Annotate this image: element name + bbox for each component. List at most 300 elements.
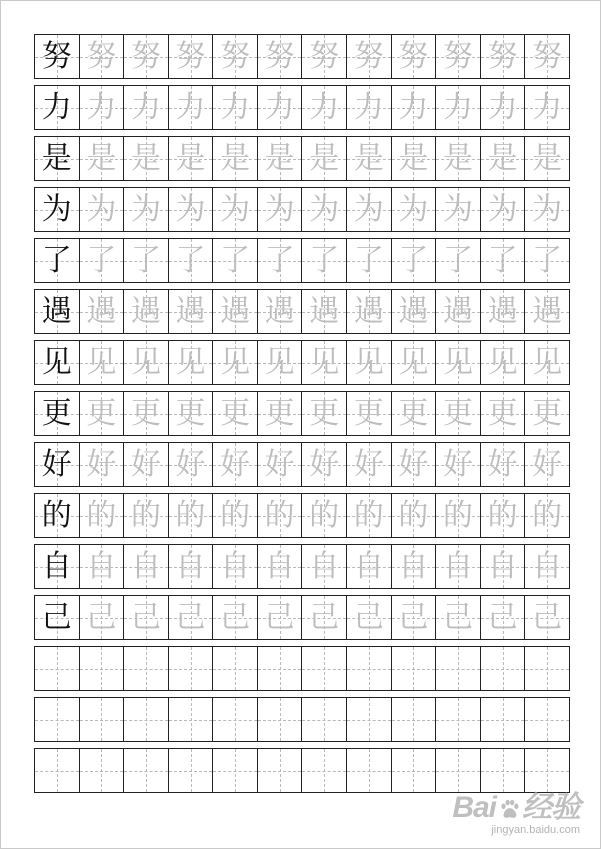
trace-character <box>169 647 213 690</box>
trace-character: 见 <box>264 344 295 380</box>
trace-character: 自 <box>398 548 429 584</box>
trace-cell <box>301 545 346 588</box>
trace-cell <box>301 290 346 333</box>
trace-character: 是 <box>86 140 117 176</box>
trace-character: 好 <box>130 446 161 482</box>
trace-character: 了 <box>175 242 206 278</box>
trace-cell <box>168 647 213 690</box>
trace-cell <box>391 86 436 129</box>
trace-cell <box>301 392 346 435</box>
trace-cell <box>301 341 346 384</box>
model-cell <box>35 392 79 435</box>
trace-cell <box>257 392 302 435</box>
trace-cell <box>168 35 213 78</box>
trace-character: 见 <box>220 344 251 380</box>
trace-cell <box>435 647 480 690</box>
trace-cell <box>391 137 436 180</box>
trace-character: 遇 <box>130 293 161 329</box>
trace-character: 见 <box>309 344 340 380</box>
trace-character: 努 <box>309 38 340 74</box>
trace-character: 力 <box>442 89 473 125</box>
trace-cell <box>435 698 480 741</box>
trace-character: 己 <box>487 599 518 635</box>
model-character: 遇 <box>41 293 72 329</box>
trace-character <box>302 647 346 690</box>
trace-character: 己 <box>309 599 340 635</box>
trace-cell <box>346 698 391 741</box>
trace-character: 的 <box>220 497 251 533</box>
trace-character: 自 <box>175 548 206 584</box>
trace-character: 好 <box>398 446 429 482</box>
trace-character: 己 <box>264 599 295 635</box>
trace-cell <box>524 290 569 333</box>
trace-cell <box>212 290 257 333</box>
trace-cell <box>480 443 525 486</box>
trace-character: 己 <box>130 599 161 635</box>
trace-cell <box>168 188 213 231</box>
model-character: 见 <box>41 344 72 380</box>
trace-character: 为 <box>353 191 384 227</box>
trace-character <box>258 698 302 741</box>
trace-character: 更 <box>220 395 251 431</box>
trace-character: 的 <box>86 497 117 533</box>
trace-character <box>124 749 168 792</box>
trace-cell <box>480 35 525 78</box>
trace-character: 为 <box>220 191 251 227</box>
trace-cell <box>123 188 168 231</box>
trace-cell <box>79 35 124 78</box>
trace-cell <box>257 137 302 180</box>
model-cell <box>35 239 79 282</box>
model-cell <box>35 749 79 792</box>
model-character: 是 <box>41 140 72 176</box>
trace-character: 是 <box>398 140 429 176</box>
trace-cell <box>391 749 436 792</box>
trace-cell <box>524 596 569 639</box>
trace-character: 努 <box>220 38 251 74</box>
model-character: 为 <box>41 191 72 227</box>
trace-cell <box>301 494 346 537</box>
trace-character: 遇 <box>175 293 206 329</box>
trace-character: 为 <box>487 191 518 227</box>
trace-cell <box>123 545 168 588</box>
trace-character: 是 <box>130 140 161 176</box>
trace-cell <box>168 545 213 588</box>
trace-character <box>481 698 525 741</box>
trace-character <box>347 698 391 741</box>
model-character: 好 <box>41 446 72 482</box>
trace-character: 己 <box>398 599 429 635</box>
trace-character: 为 <box>309 191 340 227</box>
practice-row <box>34 646 570 691</box>
trace-cell <box>168 137 213 180</box>
trace-cell <box>212 188 257 231</box>
trace-character: 自 <box>309 548 340 584</box>
trace-character: 力 <box>309 89 340 125</box>
trace-cell <box>257 545 302 588</box>
trace-cell <box>480 596 525 639</box>
model-cell <box>35 545 79 588</box>
model-character: 自 <box>41 548 72 584</box>
trace-cell <box>123 86 168 129</box>
trace-character: 了 <box>86 242 117 278</box>
trace-cell <box>301 86 346 129</box>
trace-cell <box>524 494 569 537</box>
trace-cell <box>524 188 569 231</box>
practice-row <box>34 136 570 181</box>
trace-character: 己 <box>175 599 206 635</box>
model-character: 己 <box>41 599 72 635</box>
trace-character: 遇 <box>220 293 251 329</box>
trace-cell <box>391 647 436 690</box>
model-cell <box>35 137 79 180</box>
trace-cell <box>168 392 213 435</box>
trace-character <box>213 749 257 792</box>
trace-cell <box>123 749 168 792</box>
trace-cell <box>123 290 168 333</box>
trace-character: 的 <box>442 497 473 533</box>
trace-cell <box>212 545 257 588</box>
trace-cell <box>168 698 213 741</box>
trace-character: 见 <box>487 344 518 380</box>
trace-character <box>392 647 436 690</box>
watermark-logo: Bai 经验 <box>452 791 580 824</box>
trace-cell <box>435 239 480 282</box>
trace-cell <box>79 341 124 384</box>
trace-character: 为 <box>532 191 563 227</box>
trace-cell <box>257 86 302 129</box>
trace-cell <box>524 698 569 741</box>
trace-character: 努 <box>487 38 518 74</box>
practice-row <box>34 34 570 79</box>
trace-cell <box>391 698 436 741</box>
trace-character: 更 <box>487 395 518 431</box>
trace-character: 好 <box>175 446 206 482</box>
model-character: 的 <box>41 497 72 533</box>
paw-icon <box>498 798 520 820</box>
trace-character: 遇 <box>442 293 473 329</box>
trace-character <box>525 647 569 690</box>
trace-cell <box>168 749 213 792</box>
trace-cell <box>301 596 346 639</box>
trace-character: 己 <box>442 599 473 635</box>
practice-row <box>34 697 570 742</box>
trace-character: 的 <box>130 497 161 533</box>
trace-cell <box>391 290 436 333</box>
trace-character: 努 <box>442 38 473 74</box>
trace-character: 为 <box>130 191 161 227</box>
trace-character: 自 <box>86 548 117 584</box>
trace-cell <box>123 35 168 78</box>
trace-cell <box>391 341 436 384</box>
trace-character: 遇 <box>86 293 117 329</box>
trace-cell <box>257 443 302 486</box>
trace-cell <box>346 239 391 282</box>
trace-character: 己 <box>220 599 251 635</box>
trace-character: 为 <box>398 191 429 227</box>
trace-character: 是 <box>220 140 251 176</box>
trace-character <box>436 698 480 741</box>
trace-cell <box>391 35 436 78</box>
trace-character: 见 <box>175 344 206 380</box>
trace-character: 己 <box>86 599 117 635</box>
trace-cell <box>79 86 124 129</box>
trace-character <box>347 749 391 792</box>
trace-character <box>258 647 302 690</box>
trace-cell <box>435 392 480 435</box>
model-cell <box>35 443 79 486</box>
trace-cell <box>346 35 391 78</box>
trace-character: 为 <box>442 191 473 227</box>
practice-row <box>34 238 570 283</box>
trace-cell <box>524 443 569 486</box>
trace-character <box>347 647 391 690</box>
trace-cell <box>301 698 346 741</box>
trace-character: 见 <box>442 344 473 380</box>
trace-cell <box>435 188 480 231</box>
trace-cell <box>212 392 257 435</box>
trace-character: 努 <box>353 38 384 74</box>
trace-character: 是 <box>442 140 473 176</box>
trace-cell <box>391 188 436 231</box>
trace-character <box>124 647 168 690</box>
trace-character: 努 <box>532 38 563 74</box>
trace-cell <box>168 290 213 333</box>
trace-character: 的 <box>532 497 563 533</box>
trace-cell <box>346 86 391 129</box>
trace-cell <box>212 647 257 690</box>
trace-cell <box>257 35 302 78</box>
practice-row <box>34 391 570 436</box>
trace-cell <box>168 86 213 129</box>
trace-character: 了 <box>487 242 518 278</box>
trace-character: 见 <box>130 344 161 380</box>
trace-character: 的 <box>487 497 518 533</box>
trace-cell <box>435 35 480 78</box>
trace-character: 为 <box>264 191 295 227</box>
trace-character <box>258 749 302 792</box>
trace-character: 力 <box>487 89 518 125</box>
trace-character <box>392 698 436 741</box>
model-character: 力 <box>41 89 72 125</box>
trace-cell <box>79 698 124 741</box>
trace-cell <box>524 545 569 588</box>
trace-character <box>436 647 480 690</box>
trace-character: 见 <box>353 344 384 380</box>
trace-character: 是 <box>264 140 295 176</box>
trace-cell <box>301 137 346 180</box>
trace-cell <box>257 188 302 231</box>
trace-cell <box>346 443 391 486</box>
trace-cell <box>212 494 257 537</box>
trace-cell <box>480 647 525 690</box>
trace-cell <box>79 392 124 435</box>
trace-character: 遇 <box>353 293 384 329</box>
trace-cell <box>480 341 525 384</box>
trace-cell <box>480 239 525 282</box>
trace-cell <box>212 35 257 78</box>
trace-cell <box>212 137 257 180</box>
trace-cell <box>346 596 391 639</box>
trace-cell <box>123 647 168 690</box>
trace-cell <box>168 443 213 486</box>
trace-cell <box>435 341 480 384</box>
trace-cell <box>79 290 124 333</box>
trace-character: 更 <box>398 395 429 431</box>
trace-cell <box>346 290 391 333</box>
trace-cell <box>168 494 213 537</box>
trace-character: 更 <box>353 395 384 431</box>
trace-cell <box>79 596 124 639</box>
trace-character: 更 <box>532 395 563 431</box>
trace-character: 了 <box>532 242 563 278</box>
trace-cell <box>79 443 124 486</box>
trace-cell <box>301 443 346 486</box>
trace-cell <box>257 596 302 639</box>
practice-row <box>34 187 570 232</box>
trace-character: 好 <box>532 446 563 482</box>
trace-cell <box>79 647 124 690</box>
trace-character: 了 <box>353 242 384 278</box>
trace-cell <box>257 749 302 792</box>
trace-cell <box>123 392 168 435</box>
trace-character: 了 <box>442 242 473 278</box>
trace-cell <box>524 392 569 435</box>
trace-character <box>302 749 346 792</box>
trace-character: 更 <box>309 395 340 431</box>
model-character: 更 <box>41 395 72 431</box>
trace-cell <box>79 188 124 231</box>
model-cell <box>35 86 79 129</box>
trace-cell <box>435 137 480 180</box>
trace-character: 了 <box>130 242 161 278</box>
trace-character: 好 <box>220 446 251 482</box>
trace-character: 力 <box>353 89 384 125</box>
trace-character <box>213 698 257 741</box>
trace-character: 力 <box>175 89 206 125</box>
trace-character: 好 <box>487 446 518 482</box>
trace-character: 努 <box>130 38 161 74</box>
trace-cell <box>391 494 436 537</box>
trace-cell <box>435 596 480 639</box>
trace-cell <box>79 494 124 537</box>
trace-cell <box>346 188 391 231</box>
practice-grid <box>34 34 570 799</box>
model-cell <box>35 35 79 78</box>
trace-character: 的 <box>264 497 295 533</box>
trace-character: 好 <box>309 446 340 482</box>
trace-cell <box>212 86 257 129</box>
trace-cell <box>391 596 436 639</box>
trace-cell <box>301 188 346 231</box>
trace-character: 努 <box>398 38 429 74</box>
trace-character <box>481 647 525 690</box>
baidu-jingyan-watermark <box>452 782 580 836</box>
trace-character: 了 <box>264 242 295 278</box>
trace-cell <box>480 290 525 333</box>
trace-cell <box>346 749 391 792</box>
trace-cell <box>212 596 257 639</box>
trace-character: 是 <box>353 140 384 176</box>
trace-character <box>80 698 124 741</box>
trace-cell <box>346 545 391 588</box>
trace-cell <box>301 35 346 78</box>
trace-character: 自 <box>130 548 161 584</box>
trace-character: 努 <box>86 38 117 74</box>
trace-character: 自 <box>264 548 295 584</box>
trace-character: 为 <box>86 191 117 227</box>
trace-character: 力 <box>398 89 429 125</box>
trace-character: 自 <box>442 548 473 584</box>
practice-row <box>34 289 570 334</box>
trace-cell <box>480 188 525 231</box>
trace-character: 了 <box>220 242 251 278</box>
trace-cell <box>257 239 302 282</box>
trace-character: 遇 <box>532 293 563 329</box>
trace-cell <box>123 239 168 282</box>
trace-cell <box>212 698 257 741</box>
trace-character: 己 <box>532 599 563 635</box>
model-cell <box>35 494 79 537</box>
trace-character: 的 <box>398 497 429 533</box>
trace-character: 力 <box>86 89 117 125</box>
trace-cell <box>257 698 302 741</box>
practice-row <box>34 442 570 487</box>
practice-row <box>34 595 570 640</box>
trace-cell <box>391 545 436 588</box>
trace-character: 更 <box>442 395 473 431</box>
trace-character <box>392 749 436 792</box>
trace-cell <box>257 341 302 384</box>
trace-cell <box>212 749 257 792</box>
trace-character: 己 <box>353 599 384 635</box>
trace-character <box>169 749 213 792</box>
trace-character: 是 <box>532 140 563 176</box>
trace-cell <box>524 35 569 78</box>
trace-character: 更 <box>175 395 206 431</box>
trace-cell <box>79 239 124 282</box>
trace-cell <box>480 494 525 537</box>
trace-character: 是 <box>175 140 206 176</box>
trace-character <box>302 698 346 741</box>
trace-cell <box>524 341 569 384</box>
trace-character: 自 <box>220 548 251 584</box>
trace-cell <box>480 86 525 129</box>
trace-character: 是 <box>309 140 340 176</box>
trace-character: 努 <box>264 38 295 74</box>
trace-cell <box>79 749 124 792</box>
trace-cell <box>346 392 391 435</box>
trace-cell <box>524 86 569 129</box>
trace-cell <box>212 239 257 282</box>
trace-cell <box>346 494 391 537</box>
trace-cell <box>257 494 302 537</box>
trace-character: 了 <box>398 242 429 278</box>
trace-cell <box>391 443 436 486</box>
trace-character: 好 <box>86 446 117 482</box>
trace-character <box>124 698 168 741</box>
trace-cell <box>301 239 346 282</box>
trace-cell <box>168 239 213 282</box>
trace-cell <box>391 392 436 435</box>
model-cell <box>35 188 79 231</box>
practice-row <box>34 544 570 589</box>
trace-cell <box>480 698 525 741</box>
trace-cell <box>524 647 569 690</box>
trace-cell <box>435 494 480 537</box>
trace-character: 好 <box>264 446 295 482</box>
trace-cell <box>257 290 302 333</box>
